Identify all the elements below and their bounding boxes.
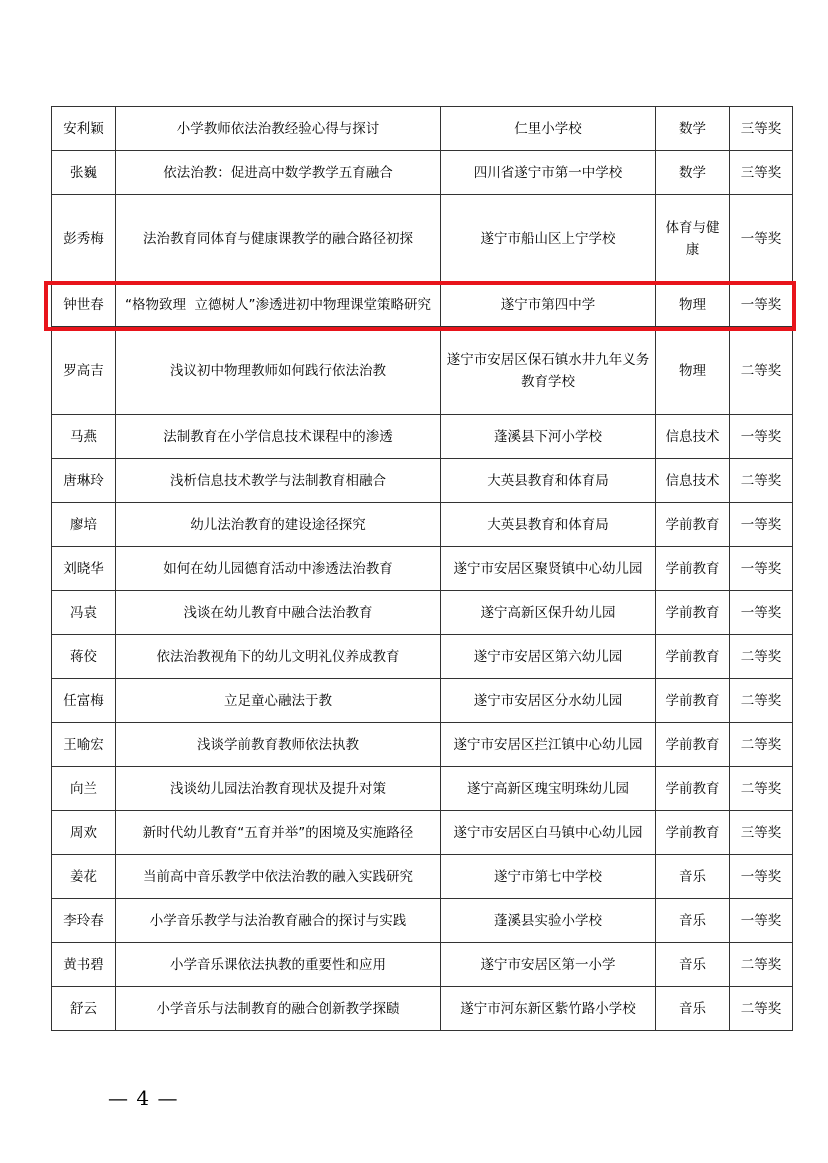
award-cell: 一等奖 (730, 855, 793, 899)
school-cell: 遂宁市河东新区紫竹路小学校 (441, 987, 656, 1031)
school-cell: 遂宁市船山区上宁学校 (441, 195, 656, 283)
paper-title-cell: 依法治教视角下的幼儿文明礼仪养成教育 (116, 635, 441, 679)
school-cell: 遂宁市安居区第一小学 (441, 943, 656, 987)
paper-title-cell: 法治教育同体育与健康课教学的融合路径初探 (116, 195, 441, 283)
paper-title-cell: 法制教育在小学信息技术课程中的渗透 (116, 415, 441, 459)
school-cell: 蓬溪县实验小学校 (441, 899, 656, 943)
table-row (52, 195, 793, 283)
paper-title-cell: 小学音乐教学与法治教育融合的探讨与实践 (116, 899, 441, 943)
paper-title-cell: 立足童心融法于教 (116, 679, 441, 723)
school-cell: 遂宁市安居区保石镇水井九年义务教育学校 (441, 327, 656, 415)
teacher-name-cell: 周欢 (52, 811, 116, 855)
paper-title-cell: 浅谈在幼儿教育中融合法治教育 (116, 591, 441, 635)
award-cell: 二等奖 (730, 987, 793, 1031)
paper-title-cell: 小学教师依法治教经验心得与探讨 (116, 107, 441, 151)
teacher-name-cell: 彭秀梅 (52, 195, 116, 283)
table-row (52, 151, 793, 195)
award-cell: 一等奖 (730, 547, 793, 591)
award-cell: 三等奖 (730, 107, 793, 151)
table-row (52, 811, 793, 855)
school-cell: 遂宁市安居区拦江镇中心幼儿园 (441, 723, 656, 767)
paper-title-cell: 新时代幼儿教育“五育并举”的困境及实施路径 (116, 811, 441, 855)
table-row (52, 723, 793, 767)
table-row-highlighted (52, 283, 793, 327)
award-cell: 三等奖 (730, 151, 793, 195)
paper-title-cell: 当前高中音乐教学中依法治教的融入实践研究 (116, 855, 441, 899)
subject-cell: 数学 (656, 107, 730, 151)
award-cell: 二等奖 (730, 723, 793, 767)
award-cell: 二等奖 (730, 327, 793, 415)
page-number: — 4 — (108, 1086, 179, 1110)
school-cell: 遂宁市第七中学校 (441, 855, 656, 899)
subject-cell: 学前教育 (656, 811, 730, 855)
teacher-name-cell: 刘晓华 (52, 547, 116, 591)
teacher-name-cell: 钟世春 (52, 283, 116, 327)
awards-table (51, 106, 793, 1031)
awards-table-container (51, 106, 792, 1031)
teacher-name-cell: 唐琳玲 (52, 459, 116, 503)
teacher-name-cell: 姜花 (52, 855, 116, 899)
school-cell: 遂宁市安居区分水幼儿园 (441, 679, 656, 723)
school-cell: 遂宁市第四中学 (441, 283, 656, 327)
teacher-name-cell: 张巍 (52, 151, 116, 195)
paper-title-cell: 幼儿法治教育的建设途径探究 (116, 503, 441, 547)
subject-cell: 学前教育 (656, 679, 730, 723)
teacher-name-cell: 罗高吉 (52, 327, 116, 415)
subject-cell: 学前教育 (656, 503, 730, 547)
award-cell: 一等奖 (730, 283, 793, 327)
teacher-name-cell: 舒云 (52, 987, 116, 1031)
paper-title-cell: “格物致理 立德树人”渗透进初中物理课堂策略研究 (116, 283, 441, 327)
school-cell: 遂宁市安居区白马镇中心幼儿园 (441, 811, 656, 855)
subject-cell: 学前教育 (656, 547, 730, 591)
school-cell: 大英县教育和体育局 (441, 503, 656, 547)
table-row (52, 547, 793, 591)
award-cell: 三等奖 (730, 811, 793, 855)
table-row (52, 899, 793, 943)
paper-title-cell: 浅谈幼儿园法治教育现状及提升对策 (116, 767, 441, 811)
teacher-name-cell: 李玲春 (52, 899, 116, 943)
teacher-name-cell: 安利颖 (52, 107, 116, 151)
teacher-name-cell: 任富梅 (52, 679, 116, 723)
table-row (52, 503, 793, 547)
teacher-name-cell: 廖培 (52, 503, 116, 547)
subject-cell: 音乐 (656, 855, 730, 899)
table-row (52, 987, 793, 1031)
school-cell: 遂宁市安居区聚贤镇中心幼儿园 (441, 547, 656, 591)
subject-cell: 学前教育 (656, 767, 730, 811)
table-row (52, 591, 793, 635)
table-row (52, 107, 793, 151)
teacher-name-cell: 向兰 (52, 767, 116, 811)
table-row (52, 415, 793, 459)
paper-title-cell: 浅谈学前教育教师依法执教 (116, 723, 441, 767)
award-cell: 一等奖 (730, 899, 793, 943)
subject-cell: 物理 (656, 283, 730, 327)
subject-cell: 音乐 (656, 943, 730, 987)
award-cell: 二等奖 (730, 635, 793, 679)
subject-cell: 学前教育 (656, 723, 730, 767)
table-row (52, 767, 793, 811)
award-cell: 一等奖 (730, 591, 793, 635)
table-row (52, 459, 793, 503)
award-cell: 一等奖 (730, 415, 793, 459)
subject-cell: 物理 (656, 327, 730, 415)
award-cell: 一等奖 (730, 195, 793, 283)
table-row (52, 855, 793, 899)
school-cell: 大英县教育和体育局 (441, 459, 656, 503)
paper-title-cell: 浅析信息技术教学与法制教育相融合 (116, 459, 441, 503)
table-row (52, 679, 793, 723)
subject-cell: 信息技术 (656, 459, 730, 503)
award-cell: 二等奖 (730, 679, 793, 723)
paper-title-cell: 如何在幼儿园德育活动中渗透法治教育 (116, 547, 441, 591)
teacher-name-cell: 冯袁 (52, 591, 116, 635)
school-cell: 四川省遂宁市第一中学校 (441, 151, 656, 195)
school-cell: 仁里小学校 (441, 107, 656, 151)
subject-cell: 音乐 (656, 899, 730, 943)
award-cell: 二等奖 (730, 767, 793, 811)
paper-title-cell: 依法治教：促进高中数学教学五育融合 (116, 151, 441, 195)
subject-cell: 音乐 (656, 987, 730, 1031)
school-cell: 蓬溪县下河小学校 (441, 415, 656, 459)
table-row (52, 327, 793, 415)
subject-cell: 学前教育 (656, 635, 730, 679)
award-cell: 二等奖 (730, 459, 793, 503)
school-cell: 遂宁高新区保升幼儿园 (441, 591, 656, 635)
teacher-name-cell: 马燕 (52, 415, 116, 459)
teacher-name-cell: 王喻宏 (52, 723, 116, 767)
award-cell: 二等奖 (730, 943, 793, 987)
award-cell: 一等奖 (730, 503, 793, 547)
paper-title-cell: 浅议初中物理教师如何践行依法治教 (116, 327, 441, 415)
paper-title-cell: 小学音乐课依法执教的重要性和应用 (116, 943, 441, 987)
paper-title-cell: 小学音乐与法制教育的融合创新教学探赜 (116, 987, 441, 1031)
school-cell: 遂宁市安居区第六幼儿园 (441, 635, 656, 679)
table-row (52, 635, 793, 679)
teacher-name-cell: 黄书碧 (52, 943, 116, 987)
subject-cell: 体育与健康 (656, 195, 730, 283)
subject-cell: 信息技术 (656, 415, 730, 459)
subject-cell: 学前教育 (656, 591, 730, 635)
table-row (52, 943, 793, 987)
school-cell: 遂宁高新区瑰宝明珠幼儿园 (441, 767, 656, 811)
teacher-name-cell: 蒋佼 (52, 635, 116, 679)
subject-cell: 数学 (656, 151, 730, 195)
